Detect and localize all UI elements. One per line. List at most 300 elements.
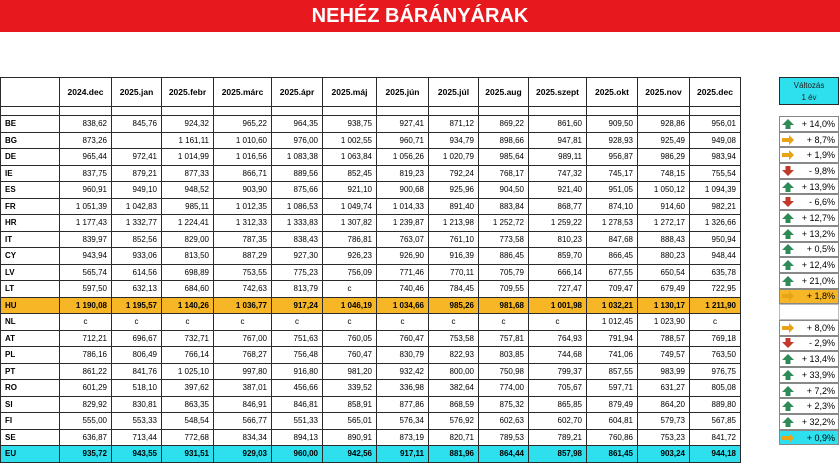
price-cell: 914,60: [638, 198, 690, 215]
table-row: [1, 396, 741, 413]
price-cell: 1 014,33: [377, 198, 429, 215]
change-cell: [779, 179, 839, 195]
price-cell: 822,93: [429, 347, 479, 364]
price-cell: 632,13: [112, 281, 162, 298]
price-cell: 601,29: [60, 380, 112, 397]
country-code: HU: [1, 297, 60, 314]
price-cell: 1 032,21: [587, 297, 638, 314]
price-cell: 925,49: [638, 132, 690, 149]
price-cell: 792,24: [429, 165, 479, 182]
price-cell: 846,81: [272, 396, 323, 413]
price-cell: [112, 132, 162, 149]
price-cell: 931,51: [162, 446, 214, 463]
price-cell: 1 259,22: [529, 215, 587, 232]
country-code: CY: [1, 248, 60, 265]
price-cell: 791,94: [587, 330, 638, 347]
price-cell: 753,55: [214, 264, 272, 281]
price-cell: 760,86: [587, 429, 638, 446]
column-header: 2025.jan: [112, 78, 162, 107]
price-cell: 985,26: [429, 297, 479, 314]
price-cell: 879,21: [112, 165, 162, 182]
column-header: 2025.febr: [162, 78, 214, 107]
arrow-right-icon: [782, 433, 794, 443]
price-cell: 597,71: [587, 380, 638, 397]
price-cell: 921,40: [529, 182, 587, 199]
price-cell: 875,66: [272, 182, 323, 199]
price-cell: 1 063,84: [323, 149, 377, 166]
price-cell: 760,47: [377, 330, 429, 347]
price-cell: 883,84: [479, 198, 529, 215]
price-cell: 553,33: [112, 413, 162, 430]
price-cell: 805,08: [690, 380, 741, 397]
change-value: + 1,8%: [806, 291, 835, 302]
change-value: + 8,7%: [806, 134, 835, 145]
price-cell: 1 213,98: [429, 215, 479, 232]
price-cell: 713,44: [112, 429, 162, 446]
arrow-right-icon: [782, 323, 794, 333]
price-cell: 1 042,83: [112, 198, 162, 215]
price-cell: 925,96: [429, 182, 479, 199]
price-cell: 965,44: [60, 149, 112, 166]
price-cell: 635,78: [690, 264, 741, 281]
arrow-up-icon: [782, 244, 794, 254]
change-value: + 13,2%: [801, 228, 835, 239]
price-cell: 786,81: [323, 231, 377, 248]
price-cell: 903,24: [638, 446, 690, 463]
price-cell: 852,56: [112, 231, 162, 248]
column-header: 2025.márc: [214, 78, 272, 107]
price-cell: 948,52: [162, 182, 214, 199]
price-cell: 698,89: [162, 264, 214, 281]
price-cell: 845,76: [112, 116, 162, 133]
arrow-up-icon: [782, 386, 794, 396]
price-cell: 1 312,33: [214, 215, 272, 232]
price-cell: c: [60, 314, 112, 331]
arrow-right-icon: [782, 150, 794, 160]
price-cell: 772,68: [162, 429, 214, 446]
price-cell: c: [377, 314, 429, 331]
arrow-up-icon: [782, 182, 794, 192]
price-cell: 819,23: [377, 165, 429, 182]
change-header: Változás 1 év: [779, 77, 839, 105]
price-cell: 764,93: [529, 330, 587, 347]
price-cell: 789,53: [479, 429, 529, 446]
header-row: [1, 78, 741, 107]
price-cell: 928,86: [638, 116, 690, 133]
price-cell: 1 332,77: [112, 215, 162, 232]
price-cell: 786,16: [60, 347, 112, 364]
price-cell: 947,81: [529, 132, 587, 149]
price-cell: 705,79: [479, 264, 529, 281]
price-cell: 696,67: [112, 330, 162, 347]
price-cell: 948,44: [690, 248, 741, 265]
arrow-up-icon: [782, 229, 794, 239]
price-cell: 1 016,56: [214, 149, 272, 166]
price-cell: 1 211,90: [690, 297, 741, 314]
price-cell: 904,50: [479, 182, 529, 199]
price-cell: 880,23: [638, 248, 690, 265]
price-cell: 1 023,90: [638, 314, 690, 331]
price-cell: 932,42: [377, 363, 429, 380]
arrow-up-icon: [782, 401, 794, 411]
change-column: [779, 116, 839, 445]
price-cell: 745,17: [587, 165, 638, 182]
price-cell: 760,47: [323, 347, 377, 364]
price-cell: 753,23: [638, 429, 690, 446]
price-cell: 916,39: [429, 248, 479, 265]
price-cell: 863,35: [162, 396, 214, 413]
price-cell: 873,19: [377, 429, 429, 446]
price-cell: 604,81: [587, 413, 638, 430]
column-header: 2024.dec: [60, 78, 112, 107]
country-code: BG: [1, 132, 60, 149]
price-cell: 1 086,53: [272, 198, 323, 215]
country-code: DE: [1, 149, 60, 166]
price-cell: 926,23: [323, 248, 377, 265]
price-cell: 986,29: [638, 149, 690, 166]
price-cell: 1 010,60: [214, 132, 272, 149]
change-value: - 9,8%: [808, 165, 835, 176]
price-cell: 1 049,74: [323, 198, 377, 215]
price-cell: 705,67: [529, 380, 587, 397]
price-cell: 942,56: [323, 446, 377, 463]
column-header: 2025.máj: [323, 78, 377, 107]
country-code: FI: [1, 413, 60, 430]
arrow-up-icon: [782, 213, 794, 223]
country-code: RO: [1, 380, 60, 397]
price-cell: 576,92: [429, 413, 479, 430]
table-row: [1, 281, 741, 298]
price-cell: 806,49: [112, 347, 162, 364]
price-cell: 917,24: [272, 297, 323, 314]
price-cell: c: [323, 281, 377, 298]
table-row: [1, 132, 741, 149]
price-cell: c: [529, 314, 587, 331]
column-header: 2025.okt: [587, 78, 638, 107]
change-value: + 12,7%: [801, 212, 835, 223]
price-cell: 873,26: [60, 132, 112, 149]
change-cell: [779, 194, 839, 210]
table-row: [1, 182, 741, 199]
price-cell: 1 307,82: [323, 215, 377, 232]
price-cell: 926,90: [377, 248, 429, 265]
price-cell: 755,54: [690, 165, 741, 182]
column-header: 2025.szept: [529, 78, 587, 107]
arrow-down-icon: [782, 338, 794, 348]
price-cell: 768,17: [479, 165, 529, 182]
price-cell: 866,45: [587, 248, 638, 265]
price-cell: 874,10: [587, 198, 638, 215]
price-cell: 960,71: [377, 132, 429, 149]
price-cell: 771,46: [377, 264, 429, 281]
price-cell: 760,05: [323, 330, 377, 347]
price-cell: 579,73: [638, 413, 690, 430]
arrow-up-icon: [782, 276, 794, 286]
change-value: + 21,0%: [801, 275, 835, 286]
price-cell: 456,66: [272, 380, 323, 397]
change-cell: [779, 210, 839, 226]
price-cell: 1 083,38: [272, 149, 323, 166]
price-cell: 1 034,66: [377, 297, 429, 314]
change-cell: [779, 336, 839, 352]
arrow-up-icon: [782, 417, 794, 427]
price-cell: 800,00: [429, 363, 479, 380]
change-cell: [779, 383, 839, 399]
column-header: 2025.nov: [638, 78, 690, 107]
country-code: FR: [1, 198, 60, 215]
price-cell: 761,10: [429, 231, 479, 248]
price-cell: 1 224,41: [162, 215, 214, 232]
price-cell: 555,00: [60, 413, 112, 430]
price-cell: 387,01: [214, 380, 272, 397]
price-cell: 650,54: [638, 264, 690, 281]
price-cell: 944,18: [690, 446, 741, 463]
price-cell: 1 177,43: [60, 215, 112, 232]
price-cell: 1 239,87: [377, 215, 429, 232]
price-cell: 336,98: [377, 380, 429, 397]
price-cell: 857,55: [587, 363, 638, 380]
column-header: 2025.aug: [479, 78, 529, 107]
change-cell: [779, 430, 839, 446]
column-header: 2025.ápr: [272, 78, 323, 107]
country-code: PL: [1, 347, 60, 364]
country-code: NL: [1, 314, 60, 331]
change-cell: [779, 304, 839, 320]
country-code: SE: [1, 429, 60, 446]
price-cell: 756,48: [272, 347, 323, 364]
price-cell: 548,54: [162, 413, 214, 430]
page-title: NEHÉZ BÁRÁNYÁRAK: [0, 0, 840, 32]
price-cell: 597,50: [60, 281, 112, 298]
price-cell: 871,12: [429, 116, 479, 133]
price-cell: 775,23: [272, 264, 323, 281]
price-cell: 684,60: [162, 281, 214, 298]
price-cell: 934,79: [429, 132, 479, 149]
price-cell: 1 001,98: [529, 297, 587, 314]
price-cell: 565,74: [60, 264, 112, 281]
price-cell: 929,03: [214, 446, 272, 463]
table-row: [1, 380, 741, 397]
arrow-down-icon: [782, 197, 794, 207]
column-header: 2025.jún: [377, 78, 429, 107]
header-corner: [1, 78, 60, 107]
price-cell: 741,06: [587, 347, 638, 364]
price-cell: 679,49: [638, 281, 690, 298]
price-cell: c: [112, 314, 162, 331]
country-code: LT: [1, 281, 60, 298]
price-cell: 820,71: [429, 429, 479, 446]
price-cell: 989,11: [529, 149, 587, 166]
price-cell: 900,68: [377, 182, 429, 199]
price-cell: 1 012,35: [214, 198, 272, 215]
price-cell: 829,00: [162, 231, 214, 248]
change-value: + 2,3%: [806, 401, 835, 412]
price-cell: 877,86: [377, 396, 429, 413]
price-cell: 938,75: [323, 116, 377, 133]
price-cell: 789,21: [529, 429, 587, 446]
price-cell: 889,56: [272, 165, 323, 182]
table-row: [1, 248, 741, 265]
price-cell: 709,47: [587, 281, 638, 298]
arrow-down-icon: [782, 166, 794, 176]
price-cell: 769,18: [690, 330, 741, 347]
price-cell: 382,64: [429, 380, 479, 397]
country-code: AT: [1, 330, 60, 347]
price-cell: 841,76: [112, 363, 162, 380]
country-code: LV: [1, 264, 60, 281]
price-cell: 982,21: [690, 198, 741, 215]
price-cell: 766,14: [162, 347, 214, 364]
price-cell: 1 130,17: [638, 297, 690, 314]
change-value: + 7,2%: [806, 385, 835, 396]
price-cell: 869,22: [479, 116, 529, 133]
price-cell: 837,75: [60, 165, 112, 182]
price-cell: 868,59: [429, 396, 479, 413]
price-cell: 750,98: [479, 363, 529, 380]
price-cell: 566,77: [214, 413, 272, 430]
price-cell: 518,10: [112, 380, 162, 397]
price-cell: 631,27: [638, 380, 690, 397]
price-cell: 960,91: [60, 182, 112, 199]
price-cell: 1 036,77: [214, 297, 272, 314]
price-cell: 943,94: [60, 248, 112, 265]
price-cell: 881,96: [429, 446, 479, 463]
table-row: [1, 314, 741, 331]
price-cell: 1 025,10: [162, 363, 214, 380]
price-cell: 861,45: [587, 446, 638, 463]
price-cell: 709,55: [479, 281, 529, 298]
price-cell: c: [429, 314, 479, 331]
price-cell: 666,14: [529, 264, 587, 281]
table-row: [1, 264, 741, 281]
price-cell: 960,00: [272, 446, 323, 463]
price-cell: 983,94: [690, 149, 741, 166]
price-cell: 767,00: [214, 330, 272, 347]
price-cell: 744,68: [529, 347, 587, 364]
price-cell: 576,34: [377, 413, 429, 430]
price-cell: 749,57: [638, 347, 690, 364]
price-cell: 1 190,08: [60, 297, 112, 314]
price-cell: 799,37: [529, 363, 587, 380]
table-row: [1, 149, 741, 166]
price-cell: 1 326,66: [690, 215, 741, 232]
price-cell: 917,11: [377, 446, 429, 463]
price-cell: 964,35: [272, 116, 323, 133]
price-cell: 1 056,26: [377, 149, 429, 166]
price-cell: 838,43: [272, 231, 323, 248]
price-cell: 748,15: [638, 165, 690, 182]
change-value: + 14,0%: [801, 118, 835, 129]
table-row: [1, 330, 741, 347]
price-cell: 1 012,45: [587, 314, 638, 331]
price-cell: 1 094,39: [690, 182, 741, 199]
price-cell: 927,30: [272, 248, 323, 265]
price-cell: 972,41: [112, 149, 162, 166]
price-cell: 981,20: [323, 363, 377, 380]
price-cell: 921,10: [323, 182, 377, 199]
price-cell: 829,92: [60, 396, 112, 413]
price-cell: 839,97: [60, 231, 112, 248]
change-cell: [779, 163, 839, 179]
table-row: [1, 165, 741, 182]
change-value: + 0,5%: [806, 244, 835, 255]
price-cell: 830,79: [377, 347, 429, 364]
country-code: IT: [1, 231, 60, 248]
change-value: + 12,4%: [801, 260, 835, 271]
table-row: [1, 231, 741, 248]
arrow-right-icon: [782, 135, 794, 145]
price-cell: 943,55: [112, 446, 162, 463]
country-code: BE: [1, 116, 60, 133]
country-code: HR: [1, 215, 60, 232]
price-cell: 1 020,79: [429, 149, 479, 166]
arrow-up-icon: [782, 370, 794, 380]
price-cell: 602,70: [529, 413, 587, 430]
price-cell: 950,94: [690, 231, 741, 248]
change-cell: [779, 320, 839, 336]
price-cell: 787,35: [214, 231, 272, 248]
price-cell: 1 278,53: [587, 215, 638, 232]
price-cell: 976,00: [272, 132, 323, 149]
price-cell: 861,60: [529, 116, 587, 133]
table-row: [1, 429, 741, 446]
price-cell: 985,64: [479, 149, 529, 166]
price-cell: c: [479, 314, 529, 331]
column-header: 2025.júl: [429, 78, 479, 107]
price-cell: 614,56: [112, 264, 162, 281]
price-cell: 868,77: [529, 198, 587, 215]
price-cell: 909,50: [587, 116, 638, 133]
price-cell: 859,70: [529, 248, 587, 265]
price-cell: c: [214, 314, 272, 331]
price-cell: 753,58: [429, 330, 479, 347]
price-cell: 813,79: [272, 281, 323, 298]
change-cell: [779, 132, 839, 148]
price-cell: 763,07: [377, 231, 429, 248]
change-cell: [779, 367, 839, 383]
price-cell: c: [690, 314, 741, 331]
price-cell: 861,22: [60, 363, 112, 380]
change-cell: [779, 273, 839, 289]
price-cell: 956,87: [587, 149, 638, 166]
price-cell: 763,50: [690, 347, 741, 364]
price-cell: 857,98: [529, 446, 587, 463]
price-cell: 865,85: [529, 396, 587, 413]
price-cell: 997,80: [214, 363, 272, 380]
column-header: 2025.dec: [690, 78, 741, 107]
table-row: [1, 116, 741, 133]
price-cell: c: [272, 314, 323, 331]
price-cell: 846,91: [214, 396, 272, 413]
change-value: + 32,2%: [801, 416, 835, 427]
arrow-right-icon: [782, 291, 794, 301]
arrow-up-icon: [782, 119, 794, 129]
change-value: - 6,6%: [808, 197, 835, 208]
price-cell: 756,09: [323, 264, 377, 281]
price-cell: 1 014,99: [162, 149, 214, 166]
price-cell: 339,52: [323, 380, 377, 397]
price-cell: 949,10: [112, 182, 162, 199]
price-cell: 890,91: [323, 429, 377, 446]
price-cell: 887,29: [214, 248, 272, 265]
table-row: [1, 215, 741, 232]
price-cell: 888,43: [638, 231, 690, 248]
change-cell: [779, 351, 839, 367]
price-cell: 838,62: [60, 116, 112, 133]
price-cell: 1 195,57: [112, 297, 162, 314]
price-cell: 965,22: [214, 116, 272, 133]
price-cell: 1 333,83: [272, 215, 323, 232]
